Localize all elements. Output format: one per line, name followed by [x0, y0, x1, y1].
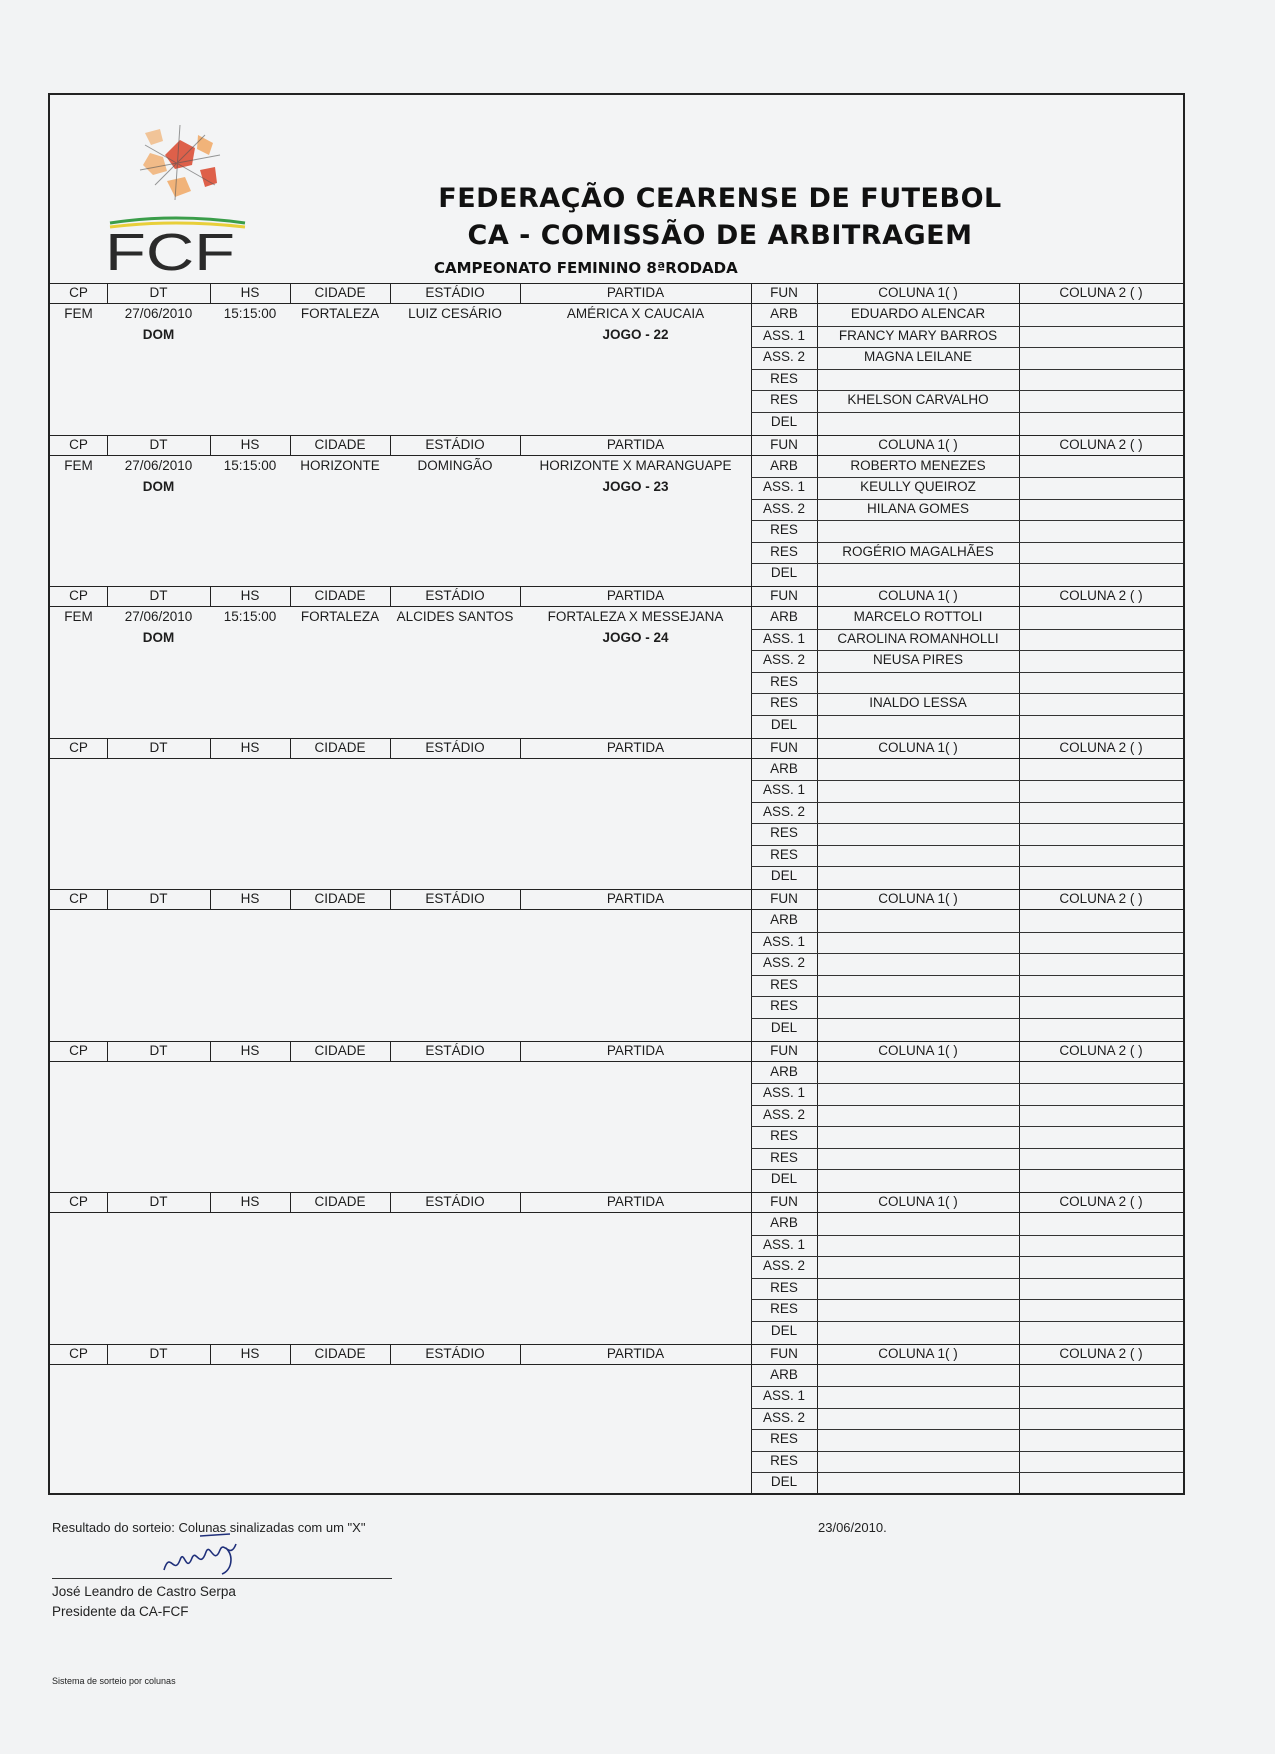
role-label: ARB: [770, 1215, 798, 1230]
column-header-col1: COLUNA 1( ): [878, 1345, 958, 1361]
official-name: KEULLY QUEIROZ: [860, 479, 976, 494]
column-header-cp: CP: [69, 436, 88, 452]
column-divider: [107, 586, 108, 607]
game-block: [50, 586, 1183, 738]
role-label: ASS. 2: [762, 1258, 806, 1273]
role-label: DEL: [770, 868, 798, 883]
column-header-fun: FUN: [770, 588, 798, 603]
column-header-col1: COLUNA 1( ): [878, 891, 958, 906]
column-header-col1: COLUNA 1( ): [878, 285, 958, 300]
role-label: ASS. 1: [762, 327, 806, 343]
game-number: JOGO - 22: [602, 327, 669, 342]
official-name: HILANA GOMES: [866, 500, 970, 516]
role-label: ASS. 2: [762, 803, 806, 819]
column-divider: [390, 1344, 391, 1365]
game-block: [50, 889, 1183, 1041]
game-block: [50, 1041, 1183, 1193]
column-header-partida: PARTIDA: [606, 739, 665, 755]
role-label: RES: [770, 1431, 798, 1446]
column-divider: [210, 889, 211, 910]
game-hs: 15:15:00: [223, 457, 277, 473]
column-divider: [520, 586, 521, 607]
document-date: 23/06/2010.: [818, 1520, 887, 1535]
column-divider: [290, 586, 291, 607]
game-estadio: LUIZ CESÁRIO: [408, 306, 502, 321]
games-table: [50, 283, 1183, 1495]
column-header-col1: COLUNA 1( ): [878, 739, 958, 755]
column-header-dt: DT: [149, 1194, 168, 1209]
column-divider: [107, 435, 108, 456]
column-header-hs: HS: [240, 588, 260, 603]
column-header-cp: CP: [69, 739, 88, 755]
column-divider: [210, 1041, 211, 1062]
role-label: RES: [770, 543, 798, 559]
column-header-dt: DT: [149, 739, 168, 755]
column-divider: [390, 283, 391, 304]
column-header-dt: DT: [149, 891, 168, 906]
game-estadio: ALCIDES SANTOS: [396, 609, 514, 624]
column-header-col1: COLUNA 1( ): [878, 436, 958, 452]
role-label: DEL: [770, 1474, 798, 1489]
column-header-cp: CP: [69, 1042, 88, 1058]
column-header-fun: FUN: [770, 1042, 798, 1058]
logo-text: FCF: [105, 224, 235, 275]
column-header-partida: PARTIDA: [606, 285, 665, 300]
column-divider: [107, 1344, 108, 1365]
game-cidade: HORIZONTE: [300, 457, 380, 473]
role-label: ASS. 1: [762, 630, 806, 646]
role-label: DEL: [770, 716, 798, 732]
column-header-cidade: CIDADE: [314, 285, 366, 300]
role-label: ASS. 2: [762, 1409, 806, 1425]
column-divider: [210, 586, 211, 607]
role-label: RES: [770, 370, 798, 386]
column-divider: [290, 1192, 291, 1213]
column-divider: [210, 283, 211, 304]
role-label: RES: [770, 846, 798, 862]
column-header-cp: CP: [69, 1194, 88, 1209]
game-block: [50, 738, 1183, 890]
column-header-partida: PARTIDA: [606, 891, 665, 906]
column-divider: [390, 1192, 391, 1213]
game-cidade: FORTALEZA: [300, 306, 380, 321]
role-label: RES: [770, 976, 798, 992]
column-divider: [290, 283, 291, 304]
column-header-col2: COLUNA 2 ( ): [1059, 285, 1143, 300]
column-header-estadio: ESTÁDIO: [425, 436, 485, 452]
column-header-hs: HS: [240, 1194, 260, 1209]
column-header-col2: COLUNA 2 ( ): [1059, 436, 1143, 452]
signer-role: Presidente da CA-FCF: [52, 1604, 189, 1619]
column-header-hs: HS: [240, 739, 260, 755]
column-header-estadio: ESTÁDIO: [425, 1194, 485, 1209]
role-label: ASS. 1: [762, 479, 806, 494]
soccer-ball-icon: [140, 125, 220, 200]
signer-name: José Leandro de Castro Serpa: [52, 1584, 236, 1599]
column-header-cidade: CIDADE: [314, 1194, 366, 1209]
role-label: RES: [770, 1452, 798, 1468]
role-label: RES: [770, 673, 798, 689]
column-header-fun: FUN: [770, 739, 798, 755]
column-header-partida: PARTIDA: [606, 436, 665, 452]
column-divider: [210, 1192, 211, 1213]
game-cp: FEM: [64, 306, 93, 321]
column-header-cidade: CIDADE: [314, 1345, 366, 1361]
column-header-col2: COLUNA 2 ( ): [1059, 588, 1143, 603]
column-divider: [210, 738, 211, 759]
role-label: ARB: [770, 457, 798, 473]
role-label: DEL: [770, 1322, 798, 1338]
column-header-partida: PARTIDA: [606, 1042, 665, 1058]
column-divider: [107, 738, 108, 759]
column-divider: [290, 889, 291, 910]
column-divider: [390, 586, 391, 607]
role-label: RES: [770, 1279, 798, 1295]
game-day: DOM: [142, 478, 175, 494]
game-hs: 15:15:00: [223, 306, 277, 321]
game-block: [50, 1344, 1183, 1496]
column-header-cidade: CIDADE: [314, 436, 366, 452]
column-header-col2: COLUNA 2 ( ): [1059, 891, 1143, 906]
column-header-dt: DT: [149, 285, 168, 300]
official-name: MAGNA LEILANE: [863, 349, 973, 364]
column-divider: [210, 1344, 211, 1365]
column-header-dt: DT: [149, 1042, 168, 1058]
column-divider: [520, 889, 521, 910]
column-header-hs: HS: [240, 891, 260, 906]
role-label: ARB: [770, 306, 798, 321]
column-divider: [390, 435, 391, 456]
role-label: ASS. 2: [762, 500, 806, 516]
column-header-cp: CP: [69, 588, 88, 603]
official-name: CAROLINA ROMANHOLLI: [837, 630, 999, 646]
role-label: ASS. 1: [762, 782, 806, 797]
column-header-cidade: CIDADE: [314, 1042, 366, 1058]
column-header-estadio: ESTÁDIO: [425, 739, 485, 755]
column-header-fun: FUN: [770, 436, 798, 452]
column-header-partida: PARTIDA: [606, 1194, 665, 1209]
column-header-cidade: CIDADE: [314, 891, 366, 906]
committee-title: CA - COMISSÃO DE ARBITRAGEM: [467, 220, 973, 251]
referee-draw-sheet: [48, 93, 1185, 1495]
column-header-cp: CP: [69, 1345, 88, 1361]
role-label: ARB: [770, 760, 798, 776]
org-title: FEDERAÇÃO CEARENSE DE FUTEBOL: [438, 183, 1002, 214]
column-divider: [290, 738, 291, 759]
role-label: RES: [770, 1301, 798, 1316]
column-divider: [107, 283, 108, 304]
column-divider: [290, 1344, 291, 1365]
column-divider: [290, 435, 291, 456]
column-header-partida: PARTIDA: [606, 588, 665, 603]
role-label: ASS. 2: [762, 349, 806, 364]
column-header-estadio: ESTÁDIO: [425, 588, 485, 603]
column-header-col2: COLUNA 2 ( ): [1059, 1042, 1143, 1058]
column-header-dt: DT: [149, 588, 168, 603]
column-header-col1: COLUNA 1( ): [878, 1042, 958, 1058]
game-dt: 27/06/2010: [124, 306, 193, 321]
role-label: ASS. 2: [762, 1106, 806, 1122]
role-label: ASS. 2: [762, 955, 806, 970]
role-label: DEL: [770, 565, 798, 580]
column-header-estadio: ESTÁDIO: [425, 1345, 485, 1361]
role-label: RES: [770, 1128, 798, 1143]
column-header-col2: COLUNA 2 ( ): [1059, 1345, 1143, 1361]
game-partida: AMÉRICA X CAUCAIA: [566, 306, 705, 321]
column-header-partida: PARTIDA: [606, 1345, 665, 1361]
column-header-dt: DT: [149, 1345, 168, 1361]
column-divider: [390, 738, 391, 759]
column-header-fun: FUN: [770, 1345, 798, 1361]
fcf-logo: [105, 115, 255, 275]
role-label: ASS. 1: [762, 933, 806, 949]
column-header-cp: CP: [69, 891, 88, 906]
column-divider: [107, 889, 108, 910]
column-header-cidade: CIDADE: [314, 588, 366, 603]
column-header-col1: COLUNA 1( ): [878, 588, 958, 603]
role-label: RES: [770, 695, 798, 710]
column-divider: [210, 435, 211, 456]
column-divider: [390, 889, 391, 910]
role-label: ARB: [770, 912, 798, 927]
game-hs: 15:15:00: [223, 609, 277, 624]
column-header-hs: HS: [240, 285, 260, 300]
column-header-col2: COLUNA 2 ( ): [1059, 1194, 1143, 1209]
column-divider: [520, 283, 521, 304]
column-divider: [520, 435, 521, 456]
column-header-fun: FUN: [770, 891, 798, 906]
role-label: RES: [770, 998, 798, 1013]
game-number: JOGO - 24: [602, 630, 669, 645]
official-name: EDUARDO ALENCAR: [850, 306, 986, 321]
game-block: [50, 283, 1183, 435]
game-partida: FORTALEZA X MESSEJANA: [547, 609, 724, 624]
game-day: DOM: [142, 630, 175, 645]
game-block: [50, 435, 1183, 587]
game-dt: 27/06/2010: [124, 457, 193, 473]
column-divider: [520, 1344, 521, 1365]
official-name: ROBERTO MENEZES: [850, 457, 986, 473]
role-label: ASS. 1: [762, 1236, 806, 1252]
column-header-estadio: ESTÁDIO: [425, 1042, 485, 1058]
game-estadio: DOMINGÃO: [417, 457, 493, 473]
game-day: DOM: [142, 327, 175, 342]
column-divider: [290, 1041, 291, 1062]
column-header-hs: HS: [240, 436, 260, 452]
role-label: DEL: [770, 413, 798, 429]
game-cp: FEM: [64, 609, 93, 624]
game-partida: HORIZONTE X MARANGUAPE: [539, 457, 732, 473]
role-label: ARB: [770, 1366, 798, 1382]
signature-line: [52, 1578, 392, 1579]
column-header-cp: CP: [69, 285, 88, 300]
official-name: MARCELO ROTTOLI: [853, 609, 983, 624]
championship-title: CAMPEONATO FEMININO 8ªRODADA: [434, 259, 738, 277]
column-header-fun: FUN: [770, 285, 798, 300]
role-label: RES: [770, 392, 798, 407]
column-header-estadio: ESTÁDIO: [425, 285, 485, 300]
role-label: RES: [770, 825, 798, 840]
column-header-dt: DT: [149, 436, 168, 452]
column-header-hs: HS: [240, 1042, 260, 1058]
column-divider: [107, 1192, 108, 1213]
role-label: ASS. 1: [762, 1085, 806, 1100]
role-label: RES: [770, 1149, 798, 1165]
column-header-fun: FUN: [770, 1194, 798, 1209]
official-name: FRANCY MARY BARROS: [838, 327, 998, 343]
role-label: DEL: [770, 1019, 798, 1035]
role-label: ASS. 2: [762, 652, 806, 667]
role-label: ARB: [770, 609, 798, 624]
game-cp: FEM: [64, 457, 93, 473]
role-label: DEL: [770, 1171, 798, 1186]
column-divider: [520, 1192, 521, 1213]
column-divider: [520, 1041, 521, 1062]
column-header-hs: HS: [240, 1345, 260, 1361]
column-header-col1: COLUNA 1( ): [878, 1194, 958, 1209]
official-name: NEUSA PIRES: [872, 652, 964, 667]
draw-result-note: Resultado do sorteio: Colunas sinalizadas com um "X": [52, 1520, 366, 1535]
signature: [160, 1530, 250, 1578]
role-label: ARB: [770, 1063, 798, 1079]
column-divider: [390, 1041, 391, 1062]
game-dt: 27/06/2010: [124, 609, 193, 624]
game-number: JOGO - 23: [602, 478, 669, 494]
column-header-cidade: CIDADE: [314, 739, 366, 755]
system-note: Sistema de sorteio por colunas: [52, 1676, 176, 1686]
game-block: [50, 1192, 1183, 1344]
official-name: KHELSON CARVALHO: [847, 392, 989, 407]
column-divider: [520, 738, 521, 759]
official-name: ROGÉRIO MAGALHÃES: [842, 543, 994, 559]
column-header-col2: COLUNA 2 ( ): [1059, 739, 1143, 755]
role-label: RES: [770, 522, 798, 537]
column-header-estadio: ESTÁDIO: [425, 891, 485, 906]
game-cidade: FORTALEZA: [300, 609, 380, 624]
role-label: ASS. 1: [762, 1388, 806, 1403]
column-divider: [107, 1041, 108, 1062]
official-name: INALDO LESSA: [869, 695, 967, 710]
